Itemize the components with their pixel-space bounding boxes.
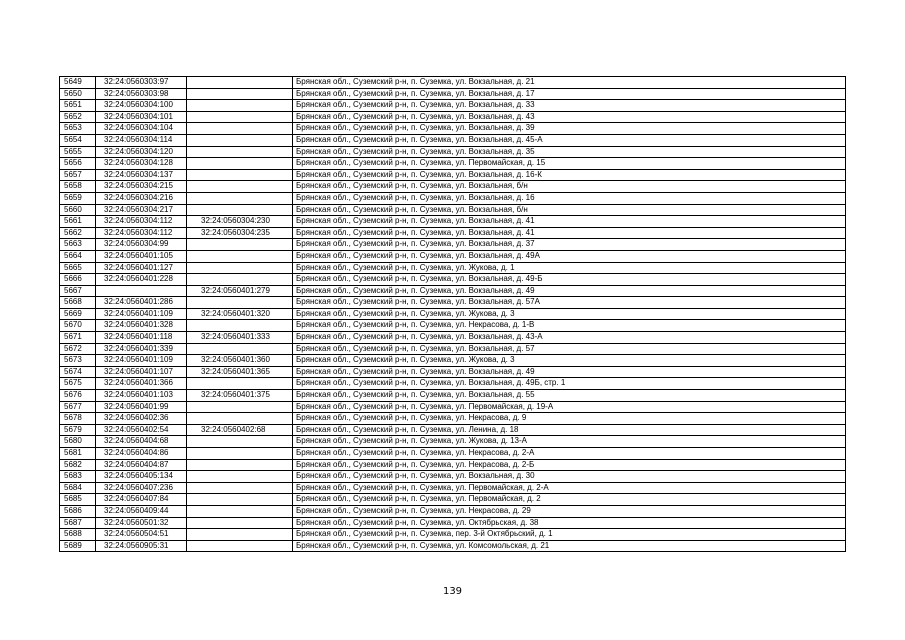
related-cadastral-number-cell <box>187 111 293 123</box>
row-number-cell: 5659 <box>60 192 96 204</box>
related-cadastral-number-cell <box>187 343 293 355</box>
table-row <box>60 146 846 158</box>
related-cadastral-number-cell <box>187 192 293 204</box>
table-row <box>60 134 846 146</box>
table-row <box>60 390 846 402</box>
table-row <box>60 262 846 274</box>
row-number-cell: 5656 <box>60 158 96 170</box>
related-cadastral-number-cell: 32:24:0560401:320 <box>187 308 293 320</box>
cadastral-number-cell: 32:24:0560501:32 <box>96 517 187 529</box>
cadastral-number-cell: 32:24:0560405:134 <box>96 471 187 483</box>
address-cell: Брянская обл., Суземский р-н, п. Суземка, ул. Некрасова, д. 29 <box>293 505 846 517</box>
address-cell: Брянская обл., Суземский р-н, п. Суземка, ул. Вокзальная, д. 35 <box>293 146 846 158</box>
row-number-cell: 5678 <box>60 413 96 425</box>
table-row <box>60 448 846 460</box>
table-row <box>60 227 846 239</box>
row-number-cell: 5670 <box>60 320 96 332</box>
related-cadastral-number-cell: 32:24:0560304:235 <box>187 227 293 239</box>
table-row <box>60 355 846 367</box>
address-cell: Брянская обл., Суземский р-н, п. Суземка, ул. Первомайская, д. 15 <box>293 158 846 170</box>
cadastral-number-cell: 32:24:0560401:228 <box>96 274 187 286</box>
related-cadastral-number-cell <box>187 169 293 181</box>
cadastral-number-cell: 32:24:0560304:101 <box>96 111 187 123</box>
page-number: 139 <box>442 586 463 597</box>
related-cadastral-number-cell <box>187 77 293 89</box>
related-cadastral-number-cell <box>187 100 293 112</box>
table-row <box>60 529 846 541</box>
cadastral-number-cell: 32:24:0560304:112 <box>96 227 187 239</box>
related-cadastral-number-cell <box>187 88 293 100</box>
row-number-cell: 5672 <box>60 343 96 355</box>
table-row <box>60 111 846 123</box>
cadastral-number-cell: 32:24:0560303:97 <box>96 77 187 89</box>
related-cadastral-number-cell <box>187 448 293 460</box>
related-cadastral-number-cell: 32:24:0560401:375 <box>187 390 293 402</box>
address-cell: Брянская обл., Суземский р-н, п. Суземка, ул. Вокзальная, д. 57 <box>293 343 846 355</box>
row-number-cell: 5661 <box>60 216 96 228</box>
table-row <box>60 320 846 332</box>
table-row <box>60 181 846 193</box>
address-cell: Брянская обл., Суземский р-н, п. Суземка, ул. Некрасова, д. 1-В <box>293 320 846 332</box>
cadastral-number-cell: 32:24:0560402:54 <box>96 424 187 436</box>
address-cell: Брянская обл., Суземский р-н, п. Суземка, ул. Первомайская, д. 2-А <box>293 482 846 494</box>
row-number-cell: 5649 <box>60 77 96 89</box>
table-row <box>60 401 846 413</box>
table-row <box>60 332 846 344</box>
related-cadastral-number-cell <box>187 494 293 506</box>
cadastral-number-cell: 32:24:0560304:100 <box>96 100 187 112</box>
row-number-cell: 5682 <box>60 459 96 471</box>
address-cell: Брянская обл., Суземский р-н, п. Суземка, ул. Первомайская, д. 2 <box>293 494 846 506</box>
row-number-cell: 5665 <box>60 262 96 274</box>
table-row <box>60 343 846 355</box>
row-number-cell: 5673 <box>60 355 96 367</box>
cadastral-number-cell: 32:24:0560304:104 <box>96 123 187 135</box>
cadastral-number-cell: 32:24:0560304:216 <box>96 192 187 204</box>
row-number-cell: 5688 <box>60 529 96 541</box>
table-row <box>60 413 846 425</box>
related-cadastral-number-cell: 32:24:0560401:360 <box>187 355 293 367</box>
cadastral-number-cell: 32:24:0560404:68 <box>96 436 187 448</box>
address-cell: Брянская обл., Суземский р-н, п. Суземка, ул. Ленина, д. 18 <box>293 424 846 436</box>
row-number-cell: 5666 <box>60 274 96 286</box>
address-cell: Брянская обл., Суземский р-н, п. Суземка, ул. Вокзальная, д. 43-А <box>293 332 846 344</box>
row-number-cell: 5681 <box>60 448 96 460</box>
table-row <box>60 239 846 251</box>
related-cadastral-number-cell <box>187 517 293 529</box>
row-number-cell: 5663 <box>60 239 96 251</box>
cadastral-number-cell: 32:24:0560409:44 <box>96 505 187 517</box>
cadastral-number-cell: 32:24:0560504:51 <box>96 529 187 541</box>
row-number-cell: 5662 <box>60 227 96 239</box>
address-cell: Брянская обл., Суземский р-н, п. Суземка, ул. Вокзальная, д. 49-Б <box>293 274 846 286</box>
related-cadastral-number-cell <box>187 540 293 552</box>
related-cadastral-number-cell <box>187 158 293 170</box>
related-cadastral-number-cell: 32:24:0560304:230 <box>187 216 293 228</box>
address-cell: Брянская обл., Суземский р-н, п. Суземка, ул. Вокзальная, д. 49Б, стр. 1 <box>293 378 846 390</box>
address-cell: Брянская обл., Суземский р-н, п. Суземка, ул. Вокзальная, д. 49А <box>293 250 846 262</box>
row-number-cell: 5685 <box>60 494 96 506</box>
cadastral-number-cell: 32:24:0560401:339 <box>96 343 187 355</box>
address-cell: Брянская обл., Суземский р-н, п. Суземка, пер. 3-й Октябрьский, д. 1 <box>293 529 846 541</box>
address-cell: Брянская обл., Суземский р-н, п. Суземка, ул. Жукова, д. 3 <box>293 355 846 367</box>
row-number-cell: 5658 <box>60 181 96 193</box>
cadastral-number-cell: 32:24:0560401:286 <box>96 297 187 309</box>
table-row <box>60 378 846 390</box>
row-number-cell: 5651 <box>60 100 96 112</box>
cadastral-number-cell: 32:24:0560401:109 <box>96 308 187 320</box>
address-cell: Брянская обл., Суземский р-н, п. Суземка, ул. Жукова, д. 1 <box>293 262 846 274</box>
address-cell: Брянская обл., Суземский р-н, п. Суземка, ул. Жукова, д. 13-А <box>293 436 846 448</box>
related-cadastral-number-cell <box>187 297 293 309</box>
address-cell: Брянская обл., Суземский р-н, п. Суземка, ул. Некрасова, д. 2-Б <box>293 459 846 471</box>
row-number-cell: 5689 <box>60 540 96 552</box>
row-number-cell: 5676 <box>60 390 96 402</box>
related-cadastral-number-cell <box>187 471 293 483</box>
table-row <box>60 100 846 112</box>
address-cell: Брянская обл., Суземский р-н, п. Суземка, ул. Вокзальная, д. 37 <box>293 239 846 251</box>
address-cell: Брянская обл., Суземский р-н, п. Суземка, ул. Вокзальная, д. 41 <box>293 216 846 228</box>
row-number-cell: 5674 <box>60 366 96 378</box>
address-cell: Брянская обл., Суземский р-н, п. Суземка, ул. Первомайская, д. 19-А <box>293 401 846 413</box>
cadastral-number-cell: 32:24:0560304:217 <box>96 204 187 216</box>
related-cadastral-number-cell <box>187 505 293 517</box>
row-number-cell: 5680 <box>60 436 96 448</box>
address-cell: Брянская обл., Суземский р-н, п. Суземка, ул. Комсомольская, д. 21 <box>293 540 846 552</box>
row-number-cell: 5653 <box>60 123 96 135</box>
table-row <box>60 424 846 436</box>
related-cadastral-number-cell <box>187 413 293 425</box>
related-cadastral-number-cell: 32:24:0560401:279 <box>187 285 293 297</box>
row-number-cell: 5677 <box>60 401 96 413</box>
table-row <box>60 88 846 100</box>
address-cell: Брянская обл., Суземский р-н, п. Суземка, ул. Жукова, д. 3 <box>293 308 846 320</box>
related-cadastral-number-cell <box>187 459 293 471</box>
related-cadastral-number-cell <box>187 401 293 413</box>
row-number-cell: 5675 <box>60 378 96 390</box>
related-cadastral-number-cell <box>187 262 293 274</box>
table-body <box>60 77 846 552</box>
cadastral-number-cell: 32:24:0560402:36 <box>96 413 187 425</box>
related-cadastral-number-cell <box>187 529 293 541</box>
table-row <box>60 77 846 89</box>
row-number-cell: 5684 <box>60 482 96 494</box>
address-cell: Брянская обл., Суземский р-н, п. Суземка, ул. Вокзальная, д. 16 <box>293 192 846 204</box>
cadastral-number-cell: 32:24:0560304:128 <box>96 158 187 170</box>
related-cadastral-number-cell <box>187 204 293 216</box>
cadastral-number-cell: 32:24:0560401:99 <box>96 401 187 413</box>
cadastral-number-cell: 32:24:0560304:114 <box>96 134 187 146</box>
address-cell: Брянская обл., Суземский р-н, п. Суземка, ул. Вокзальная, д. 57А <box>293 297 846 309</box>
address-cell: Брянская обл., Суземский р-н, п. Суземка, ул. Вокзальная, д. 17 <box>293 88 846 100</box>
row-number-cell: 5683 <box>60 471 96 483</box>
cadastral-number-cell: 32:24:0560401:328 <box>96 320 187 332</box>
address-cell: Брянская обл., Суземский р-н, п. Суземка, ул. Вокзальная, б/н <box>293 204 846 216</box>
cadastral-number-cell: 32:24:0560404:87 <box>96 459 187 471</box>
table-row <box>60 250 846 262</box>
cadastral-number-cell: 32:24:0560303:98 <box>96 88 187 100</box>
related-cadastral-number-cell <box>187 239 293 251</box>
table-row <box>60 482 846 494</box>
row-number-cell: 5667 <box>60 285 96 297</box>
cadastral-number-cell: 32:24:0560401:366 <box>96 378 187 390</box>
row-number-cell: 5664 <box>60 250 96 262</box>
cadastral-number-cell: 32:24:0560401:107 <box>96 366 187 378</box>
address-cell: Брянская обл., Суземский р-н, п. Суземка, ул. Некрасова, д. 9 <box>293 413 846 425</box>
related-cadastral-number-cell: 32:24:0560402:68 <box>187 424 293 436</box>
table-row <box>60 123 846 135</box>
table-row <box>60 436 846 448</box>
related-cadastral-number-cell <box>187 123 293 135</box>
cadastral-number-cell: 32:24:0560407:84 <box>96 494 187 506</box>
address-cell: Брянская обл., Суземский р-н, п. Суземка, ул. Вокзальная, д. 33 <box>293 100 846 112</box>
related-cadastral-number-cell: 32:24:0560401:365 <box>187 366 293 378</box>
related-cadastral-number-cell <box>187 320 293 332</box>
cadastral-number-cell: 32:24:0560304:215 <box>96 181 187 193</box>
cadastral-number-cell <box>96 285 187 297</box>
related-cadastral-number-cell <box>187 250 293 262</box>
table-row <box>60 540 846 552</box>
row-number-cell: 5671 <box>60 332 96 344</box>
row-number-cell: 5679 <box>60 424 96 436</box>
table-row <box>60 192 846 204</box>
document-table <box>59 76 846 552</box>
row-number-cell: 5650 <box>60 88 96 100</box>
address-cell: Брянская обл., Суземский р-н, п. Суземка, ул. Октябрьская, д. 38 <box>293 517 846 529</box>
row-number-cell: 5668 <box>60 297 96 309</box>
cadastral-number-cell: 32:24:0560304:112 <box>96 216 187 228</box>
related-cadastral-number-cell <box>187 146 293 158</box>
cadastral-number-cell: 32:24:0560304:120 <box>96 146 187 158</box>
table-row <box>60 517 846 529</box>
address-cell: Брянская обл., Суземский р-н, п. Суземка, ул. Вокзальная, д. 43 <box>293 111 846 123</box>
related-cadastral-number-cell: 32:24:0560401:333 <box>187 332 293 344</box>
cadastral-number-cell: 32:24:0560401:118 <box>96 332 187 344</box>
table-row <box>60 285 846 297</box>
table-row <box>60 471 846 483</box>
related-cadastral-number-cell <box>187 482 293 494</box>
cadastral-number-cell: 32:24:0560407:236 <box>96 482 187 494</box>
row-number-cell: 5652 <box>60 111 96 123</box>
cadastral-number-cell: 32:24:0560401:109 <box>96 355 187 367</box>
address-cell: Брянская обл., Суземский р-н, п. Суземка, ул. Вокзальная, д. 21 <box>293 77 846 89</box>
row-number-cell: 5655 <box>60 146 96 158</box>
address-cell: Брянская обл., Суземский р-н, п. Суземка, ул. Вокзальная, д. 16-К <box>293 169 846 181</box>
row-number-cell: 5660 <box>60 204 96 216</box>
table-row <box>60 169 846 181</box>
table-row <box>60 158 846 170</box>
row-number-cell: 5657 <box>60 169 96 181</box>
row-number-cell: 5654 <box>60 134 96 146</box>
cadastral-number-cell: 32:24:0560304:99 <box>96 239 187 251</box>
address-cell: Брянская обл., Суземский р-н, п. Суземка, ул. Вокзальная, д. 39 <box>293 123 846 135</box>
table-row <box>60 204 846 216</box>
address-cell: Брянская обл., Суземский р-н, п. Суземка, ул. Некрасова, д. 2-А <box>293 448 846 460</box>
table-row <box>60 366 846 378</box>
cadastral-number-cell: 32:24:0560404:86 <box>96 448 187 460</box>
table-row <box>60 308 846 320</box>
table-row <box>60 216 846 228</box>
cadastral-number-cell: 32:24:0560304:137 <box>96 169 187 181</box>
related-cadastral-number-cell <box>187 134 293 146</box>
address-cell: Брянская обл., Суземский р-н, п. Суземка, ул. Вокзальная, д. 49 <box>293 285 846 297</box>
address-cell: Брянская обл., Суземский р-н, п. Суземка, ул. Вокзальная, д. 30 <box>293 471 846 483</box>
cadastral-number-cell: 32:24:0560401:103 <box>96 390 187 402</box>
table-row <box>60 494 846 506</box>
table-row <box>60 297 846 309</box>
cadastral-number-cell: 32:24:0560401:127 <box>96 262 187 274</box>
cadastral-number-cell: 32:24:0560401:105 <box>96 250 187 262</box>
table-row <box>60 459 846 471</box>
row-number-cell: 5686 <box>60 505 96 517</box>
related-cadastral-number-cell <box>187 274 293 286</box>
row-number-cell: 5669 <box>60 308 96 320</box>
related-cadastral-number-cell <box>187 181 293 193</box>
cadastral-number-cell: 32:24:0560905:31 <box>96 540 187 552</box>
row-number-cell: 5687 <box>60 517 96 529</box>
address-cell: Брянская обл., Суземский р-н, п. Суземка, ул. Вокзальная, д. 41 <box>293 227 846 239</box>
related-cadastral-number-cell <box>187 436 293 448</box>
related-cadastral-number-cell <box>187 378 293 390</box>
address-cell: Брянская обл., Суземский р-н, п. Суземка, ул. Вокзальная, б/н <box>293 181 846 193</box>
address-cell: Брянская обл., Суземский р-н, п. Суземка, ул. Вокзальная, д. 45-А <box>293 134 846 146</box>
table-row <box>60 274 846 286</box>
table-row <box>60 505 846 517</box>
address-cell: Брянская обл., Суземский р-н, п. Суземка, ул. Вокзальная, д. 55 <box>293 390 846 402</box>
address-cell: Брянская обл., Суземский р-н, п. Суземка, ул. Вокзальная, д. 49 <box>293 366 846 378</box>
